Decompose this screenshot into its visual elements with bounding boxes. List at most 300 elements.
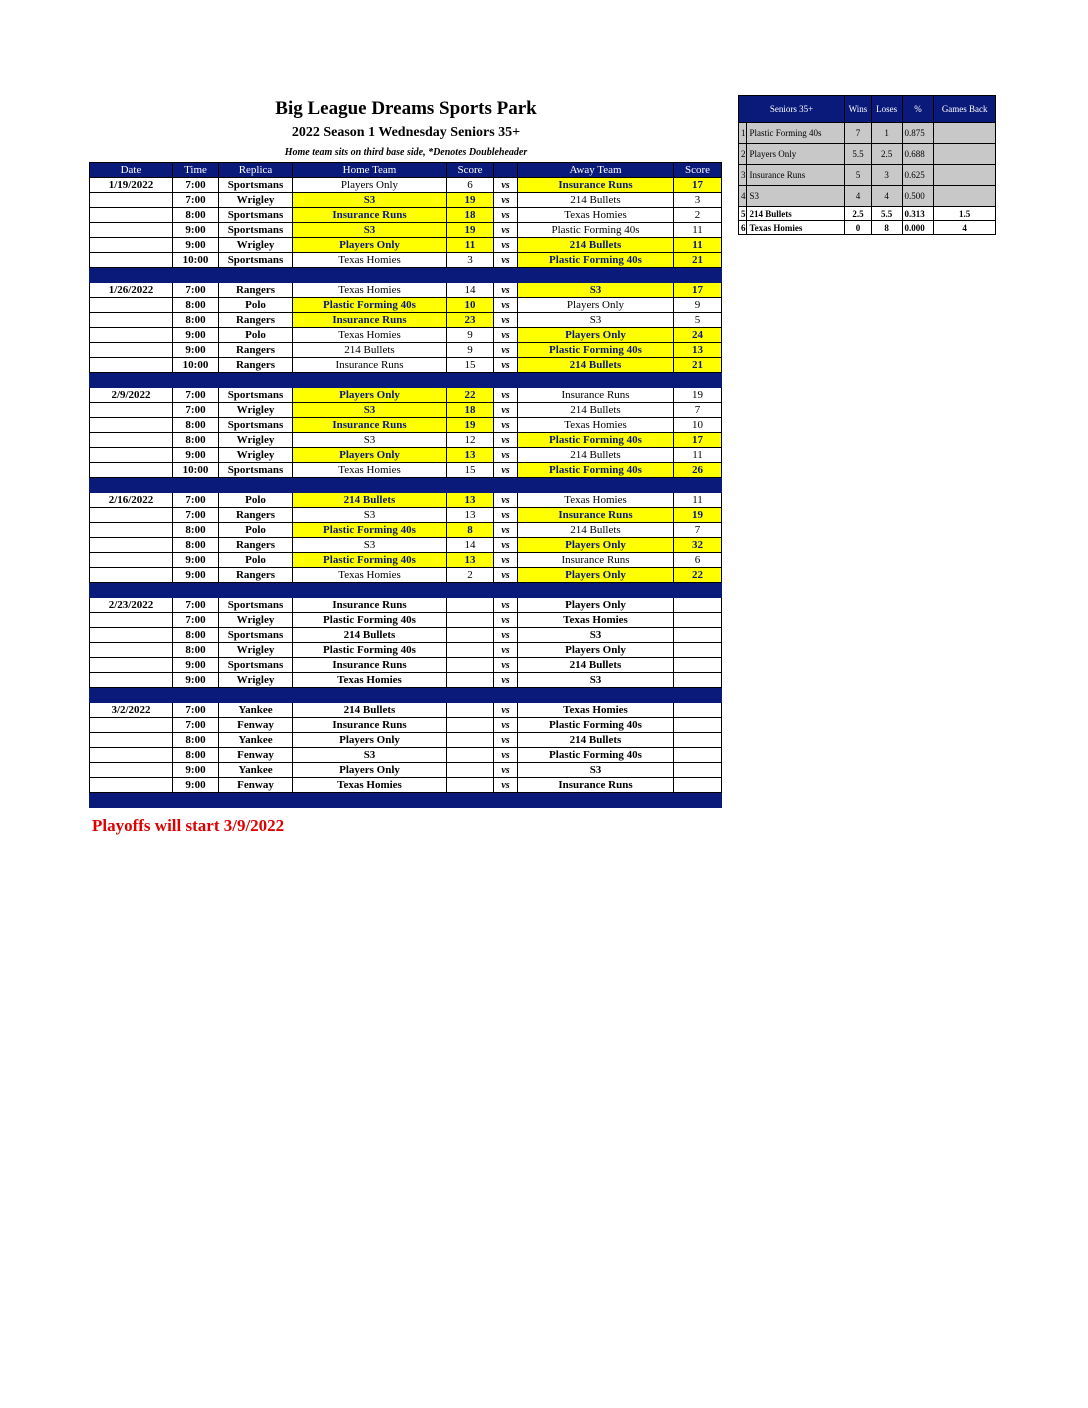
game-away-team: S3 bbox=[518, 763, 674, 778]
game-away-score bbox=[674, 748, 722, 763]
game-away-team: 214 Bullets bbox=[518, 403, 674, 418]
table-row bbox=[90, 733, 722, 748]
game-replica: Polo bbox=[219, 553, 293, 568]
game-home-score bbox=[447, 673, 494, 688]
game-date bbox=[90, 313, 173, 328]
game-vs: vs bbox=[494, 328, 518, 343]
standings-loses: 4 bbox=[871, 186, 902, 207]
standings-loses: 8 bbox=[871, 221, 902, 235]
game-replica: Rangers bbox=[219, 568, 293, 583]
game-home-team: Insurance Runs bbox=[293, 313, 447, 328]
game-home-team: Texas Homies bbox=[293, 463, 447, 478]
game-time: 9:00 bbox=[173, 568, 219, 583]
standings-loses: 3 bbox=[871, 165, 902, 186]
separator-cell bbox=[219, 373, 293, 388]
game-replica: Wrigley bbox=[219, 448, 293, 463]
game-vs: vs bbox=[494, 253, 518, 268]
table-row bbox=[90, 253, 722, 268]
game-replica: Sportsmans bbox=[219, 178, 293, 193]
game-home-team: Texas Homies bbox=[293, 328, 447, 343]
separator-cell bbox=[674, 583, 722, 598]
schedule-table bbox=[89, 162, 722, 808]
standings-row bbox=[739, 144, 996, 165]
game-away-score: 9 bbox=[674, 298, 722, 313]
game-home-score bbox=[447, 628, 494, 643]
week-separator bbox=[90, 583, 722, 598]
game-date bbox=[90, 193, 173, 208]
separator-cell bbox=[293, 373, 447, 388]
game-date bbox=[90, 253, 173, 268]
game-home-score bbox=[447, 733, 494, 748]
separator-cell bbox=[90, 478, 173, 493]
game-away-team: Texas Homies bbox=[518, 703, 674, 718]
game-home-score: 9 bbox=[447, 328, 494, 343]
separator-cell bbox=[219, 478, 293, 493]
game-home-score: 13 bbox=[447, 448, 494, 463]
standings-loses: 5.5 bbox=[871, 207, 902, 221]
standings-games-back: 1.5 bbox=[934, 207, 996, 221]
game-home-team: Plastic Forming 40s bbox=[293, 643, 447, 658]
game-home-score: 11 bbox=[447, 238, 494, 253]
table-row bbox=[90, 703, 722, 718]
separator-cell bbox=[494, 268, 518, 283]
standings-row bbox=[739, 207, 996, 221]
separator-cell bbox=[518, 583, 674, 598]
game-vs: vs bbox=[494, 673, 518, 688]
game-home-score: 23 bbox=[447, 313, 494, 328]
game-home-team: Insurance Runs bbox=[293, 418, 447, 433]
separator-cell bbox=[219, 268, 293, 283]
game-home-score: 3 bbox=[447, 253, 494, 268]
game-away-team: Texas Homies bbox=[518, 613, 674, 628]
game-home-score: 14 bbox=[447, 283, 494, 298]
table-row bbox=[90, 673, 722, 688]
standings-division: Seniors 35+ bbox=[739, 96, 845, 123]
game-home-score: 18 bbox=[447, 208, 494, 223]
table-row bbox=[90, 193, 722, 208]
standings-rank: 1 bbox=[739, 123, 747, 144]
separator-cell bbox=[219, 583, 293, 598]
game-home-team: S3 bbox=[293, 508, 447, 523]
game-replica: Rangers bbox=[219, 358, 293, 373]
game-away-team: Plastic Forming 40s bbox=[518, 253, 674, 268]
table-row bbox=[90, 598, 722, 613]
game-time: 8:00 bbox=[173, 313, 219, 328]
game-home-team: Plastic Forming 40s bbox=[293, 613, 447, 628]
standings-rank: 2 bbox=[739, 144, 747, 165]
table-row bbox=[90, 418, 722, 433]
game-time: 9:00 bbox=[173, 763, 219, 778]
standings-col-pct: % bbox=[902, 96, 934, 123]
game-away-team: S3 bbox=[518, 628, 674, 643]
game-away-score: 11 bbox=[674, 448, 722, 463]
separator-cell bbox=[447, 688, 494, 703]
standings-col-wins: Wins bbox=[845, 96, 872, 123]
standings-wins: 2.5 bbox=[845, 207, 872, 221]
game-away-score: 32 bbox=[674, 538, 722, 553]
separator-cell bbox=[447, 793, 494, 808]
game-away-score bbox=[674, 598, 722, 613]
game-home-team: Texas Homies bbox=[293, 673, 447, 688]
game-away-team: Players Only bbox=[518, 568, 674, 583]
table-row bbox=[90, 178, 722, 193]
table-row bbox=[90, 568, 722, 583]
table-row bbox=[90, 658, 722, 673]
separator-cell bbox=[674, 478, 722, 493]
game-home-team: 214 Bullets bbox=[293, 703, 447, 718]
separator-cell bbox=[90, 583, 173, 598]
game-time: 9:00 bbox=[173, 778, 219, 793]
separator-cell bbox=[518, 478, 674, 493]
game-date bbox=[90, 538, 173, 553]
game-away-score: 7 bbox=[674, 523, 722, 538]
separator-cell bbox=[293, 688, 447, 703]
game-vs: vs bbox=[494, 538, 518, 553]
standings-pct: 0.000 bbox=[902, 221, 934, 235]
game-vs: vs bbox=[494, 763, 518, 778]
game-date bbox=[90, 298, 173, 313]
game-home-score bbox=[447, 613, 494, 628]
separator-cell bbox=[674, 268, 722, 283]
game-vs: vs bbox=[494, 658, 518, 673]
game-time: 10:00 bbox=[173, 358, 219, 373]
game-vs: vs bbox=[494, 283, 518, 298]
game-vs: vs bbox=[494, 343, 518, 358]
game-away-score: 6 bbox=[674, 553, 722, 568]
game-date bbox=[90, 433, 173, 448]
game-date: 2/16/2022 bbox=[90, 493, 173, 508]
separator-cell bbox=[173, 268, 219, 283]
game-home-team: S3 bbox=[293, 538, 447, 553]
game-replica: Polo bbox=[219, 523, 293, 538]
game-replica: Rangers bbox=[219, 283, 293, 298]
game-vs: vs bbox=[494, 358, 518, 373]
game-vs: vs bbox=[494, 223, 518, 238]
game-away-score: 19 bbox=[674, 388, 722, 403]
game-vs: vs bbox=[494, 748, 518, 763]
table-row bbox=[90, 613, 722, 628]
col-replica: Replica bbox=[219, 163, 293, 178]
game-vs: vs bbox=[494, 778, 518, 793]
game-away-team: 214 Bullets bbox=[518, 658, 674, 673]
standings-loses: 1 bbox=[871, 123, 902, 144]
game-replica: Fenway bbox=[219, 718, 293, 733]
separator-cell bbox=[293, 793, 447, 808]
game-home-score bbox=[447, 748, 494, 763]
separator-cell bbox=[674, 793, 722, 808]
game-away-score: 17 bbox=[674, 178, 722, 193]
game-replica: Sportsmans bbox=[219, 598, 293, 613]
game-date bbox=[90, 658, 173, 673]
game-home-score bbox=[447, 763, 494, 778]
game-time: 9:00 bbox=[173, 328, 219, 343]
game-home-score bbox=[447, 703, 494, 718]
separator-cell bbox=[494, 373, 518, 388]
game-date bbox=[90, 463, 173, 478]
game-home-score: 15 bbox=[447, 463, 494, 478]
game-away-score bbox=[674, 658, 722, 673]
game-date: 3/2/2022 bbox=[90, 703, 173, 718]
standings-games-back bbox=[934, 186, 996, 207]
game-date: 1/26/2022 bbox=[90, 283, 173, 298]
game-replica: Yankee bbox=[219, 733, 293, 748]
separator-cell bbox=[90, 793, 173, 808]
game-away-score bbox=[674, 733, 722, 748]
standings-team: Plastic Forming 40s bbox=[747, 123, 845, 144]
game-home-score: 2 bbox=[447, 568, 494, 583]
standings-pct: 0.688 bbox=[902, 144, 934, 165]
game-vs: vs bbox=[494, 193, 518, 208]
game-away-score: 11 bbox=[674, 238, 722, 253]
game-away-team: Plastic Forming 40s bbox=[518, 343, 674, 358]
table-row bbox=[90, 343, 722, 358]
game-home-team: S3 bbox=[293, 193, 447, 208]
separator-cell bbox=[173, 373, 219, 388]
game-replica: Wrigley bbox=[219, 673, 293, 688]
separator-cell bbox=[90, 268, 173, 283]
game-home-score bbox=[447, 658, 494, 673]
game-vs: vs bbox=[494, 238, 518, 253]
game-away-score: 5 bbox=[674, 313, 722, 328]
game-time: 7:00 bbox=[173, 703, 219, 718]
game-date bbox=[90, 628, 173, 643]
game-home-team: S3 bbox=[293, 403, 447, 418]
game-home-score: 10 bbox=[447, 298, 494, 313]
game-away-team: 214 Bullets bbox=[518, 193, 674, 208]
separator-cell bbox=[293, 268, 447, 283]
game-time: 8:00 bbox=[173, 643, 219, 658]
standings-wins: 5 bbox=[845, 165, 872, 186]
page-note: Home team sits on third base side, *Denotes Doubleheader bbox=[284, 147, 528, 158]
game-home-team: Insurance Runs bbox=[293, 208, 447, 223]
game-date bbox=[90, 508, 173, 523]
game-vs: vs bbox=[494, 463, 518, 478]
game-away-team: Texas Homies bbox=[518, 208, 674, 223]
game-home-team: Texas Homies bbox=[293, 253, 447, 268]
standings-pct: 0.500 bbox=[902, 186, 934, 207]
table-row bbox=[90, 718, 722, 733]
week-separator bbox=[90, 793, 722, 808]
game-away-team: Insurance Runs bbox=[518, 508, 674, 523]
separator-cell bbox=[173, 583, 219, 598]
game-time: 7:00 bbox=[173, 388, 219, 403]
col-time: Time bbox=[173, 163, 219, 178]
game-replica: Wrigley bbox=[219, 433, 293, 448]
game-away-team: Insurance Runs bbox=[518, 553, 674, 568]
game-replica: Sportsmans bbox=[219, 253, 293, 268]
game-home-score: 13 bbox=[447, 553, 494, 568]
game-date: 1/19/2022 bbox=[90, 178, 173, 193]
game-replica: Polo bbox=[219, 328, 293, 343]
game-replica: Polo bbox=[219, 493, 293, 508]
game-date bbox=[90, 523, 173, 538]
game-home-team: Players Only bbox=[293, 388, 447, 403]
game-vs: vs bbox=[494, 298, 518, 313]
week-separator bbox=[90, 688, 722, 703]
game-home-team: 214 Bullets bbox=[293, 343, 447, 358]
game-date: 2/9/2022 bbox=[90, 388, 173, 403]
game-replica: Yankee bbox=[219, 763, 293, 778]
table-row bbox=[90, 313, 722, 328]
game-away-score: 13 bbox=[674, 343, 722, 358]
game-replica: Wrigley bbox=[219, 403, 293, 418]
table-row bbox=[90, 328, 722, 343]
table-row bbox=[90, 643, 722, 658]
standings-row bbox=[739, 165, 996, 186]
game-home-team: S3 bbox=[293, 433, 447, 448]
game-date bbox=[90, 748, 173, 763]
game-home-score: 13 bbox=[447, 508, 494, 523]
separator-cell bbox=[447, 373, 494, 388]
table-row bbox=[90, 523, 722, 538]
game-time: 9:00 bbox=[173, 553, 219, 568]
game-time: 8:00 bbox=[173, 298, 219, 313]
game-replica: Rangers bbox=[219, 538, 293, 553]
standings-wins: 5.5 bbox=[845, 144, 872, 165]
game-time: 7:00 bbox=[173, 508, 219, 523]
table-row bbox=[90, 283, 722, 298]
separator-cell bbox=[447, 583, 494, 598]
game-away-score bbox=[674, 628, 722, 643]
game-replica: Wrigley bbox=[219, 613, 293, 628]
game-time: 8:00 bbox=[173, 418, 219, 433]
game-date bbox=[90, 448, 173, 463]
game-away-team: Plastic Forming 40s bbox=[518, 223, 674, 238]
game-date bbox=[90, 763, 173, 778]
game-away-score: 10 bbox=[674, 418, 722, 433]
game-home-team: Players Only bbox=[293, 178, 447, 193]
game-date bbox=[90, 568, 173, 583]
week-separator bbox=[90, 373, 722, 388]
separator-cell bbox=[494, 688, 518, 703]
game-home-team: Players Only bbox=[293, 238, 447, 253]
game-away-team: Texas Homies bbox=[518, 418, 674, 433]
col-away-score: Score bbox=[674, 163, 722, 178]
game-time: 7:00 bbox=[173, 193, 219, 208]
game-away-team: Players Only bbox=[518, 598, 674, 613]
separator-cell bbox=[447, 478, 494, 493]
game-home-score: 19 bbox=[447, 418, 494, 433]
standings-rank: 4 bbox=[739, 186, 747, 207]
game-away-score bbox=[674, 643, 722, 658]
game-away-score: 3 bbox=[674, 193, 722, 208]
game-replica: Wrigley bbox=[219, 193, 293, 208]
game-home-score bbox=[447, 598, 494, 613]
game-date bbox=[90, 733, 173, 748]
game-date bbox=[90, 553, 173, 568]
table-row bbox=[90, 208, 722, 223]
game-time: 7:00 bbox=[173, 493, 219, 508]
game-away-team: S3 bbox=[518, 673, 674, 688]
game-time: 9:00 bbox=[173, 448, 219, 463]
game-time: 8:00 bbox=[173, 208, 219, 223]
game-replica: Sportsmans bbox=[219, 418, 293, 433]
game-time: 7:00 bbox=[173, 283, 219, 298]
game-home-score: 8 bbox=[447, 523, 494, 538]
game-vs: vs bbox=[494, 598, 518, 613]
standings-pct: 0.313 bbox=[902, 207, 934, 221]
game-replica: Sportsmans bbox=[219, 223, 293, 238]
game-time: 8:00 bbox=[173, 733, 219, 748]
game-replica: Sportsmans bbox=[219, 628, 293, 643]
separator-cell bbox=[173, 478, 219, 493]
game-away-score: 17 bbox=[674, 433, 722, 448]
game-replica: Rangers bbox=[219, 508, 293, 523]
game-vs: vs bbox=[494, 493, 518, 508]
game-date bbox=[90, 208, 173, 223]
game-home-score: 14 bbox=[447, 538, 494, 553]
game-time: 8:00 bbox=[173, 538, 219, 553]
game-time: 9:00 bbox=[173, 658, 219, 673]
game-time: 9:00 bbox=[173, 223, 219, 238]
game-away-team: Texas Homies bbox=[518, 493, 674, 508]
game-vs: vs bbox=[494, 553, 518, 568]
game-vs: vs bbox=[494, 388, 518, 403]
table-row bbox=[90, 628, 722, 643]
standings-games-back bbox=[934, 144, 996, 165]
game-replica: Sportsmans bbox=[219, 658, 293, 673]
standings-team: Insurance Runs bbox=[747, 165, 845, 186]
game-time: 8:00 bbox=[173, 748, 219, 763]
game-home-score bbox=[447, 778, 494, 793]
standings-body bbox=[739, 123, 996, 235]
game-vs: vs bbox=[494, 403, 518, 418]
standings-wins: 0 bbox=[845, 221, 872, 235]
game-away-score bbox=[674, 778, 722, 793]
game-vs: vs bbox=[494, 523, 518, 538]
game-home-score: 13 bbox=[447, 493, 494, 508]
game-away-score bbox=[674, 763, 722, 778]
game-away-team: 214 Bullets bbox=[518, 733, 674, 748]
game-away-score: 7 bbox=[674, 403, 722, 418]
game-time: 7:00 bbox=[173, 718, 219, 733]
standings-table bbox=[738, 95, 996, 235]
game-away-score: 17 bbox=[674, 283, 722, 298]
separator-cell bbox=[518, 268, 674, 283]
standings-header-row bbox=[739, 96, 996, 123]
separator-cell bbox=[494, 793, 518, 808]
game-date bbox=[90, 673, 173, 688]
game-away-score: 21 bbox=[674, 253, 722, 268]
game-away-team: Insurance Runs bbox=[518, 388, 674, 403]
game-date bbox=[90, 223, 173, 238]
standings-team: Players Only bbox=[747, 144, 845, 165]
game-vs: vs bbox=[494, 718, 518, 733]
game-vs: vs bbox=[494, 643, 518, 658]
separator-cell bbox=[494, 583, 518, 598]
game-away-team: Players Only bbox=[518, 643, 674, 658]
game-away-score bbox=[674, 703, 722, 718]
game-away-score bbox=[674, 613, 722, 628]
standings-games-back bbox=[934, 123, 996, 144]
standings-games-back bbox=[934, 165, 996, 186]
game-away-score bbox=[674, 673, 722, 688]
game-away-team: Plastic Forming 40s bbox=[518, 748, 674, 763]
col-vs bbox=[494, 163, 518, 178]
game-away-team: S3 bbox=[518, 313, 674, 328]
game-home-team: Insurance Runs bbox=[293, 598, 447, 613]
table-row bbox=[90, 223, 722, 238]
game-home-score: 19 bbox=[447, 223, 494, 238]
separator-cell bbox=[173, 793, 219, 808]
game-time: 8:00 bbox=[173, 628, 219, 643]
game-away-score: 21 bbox=[674, 358, 722, 373]
game-vs: vs bbox=[494, 613, 518, 628]
game-time: 7:00 bbox=[173, 613, 219, 628]
game-home-team: Players Only bbox=[293, 733, 447, 748]
schedule-body bbox=[90, 178, 722, 808]
standings-pct: 0.625 bbox=[902, 165, 934, 186]
